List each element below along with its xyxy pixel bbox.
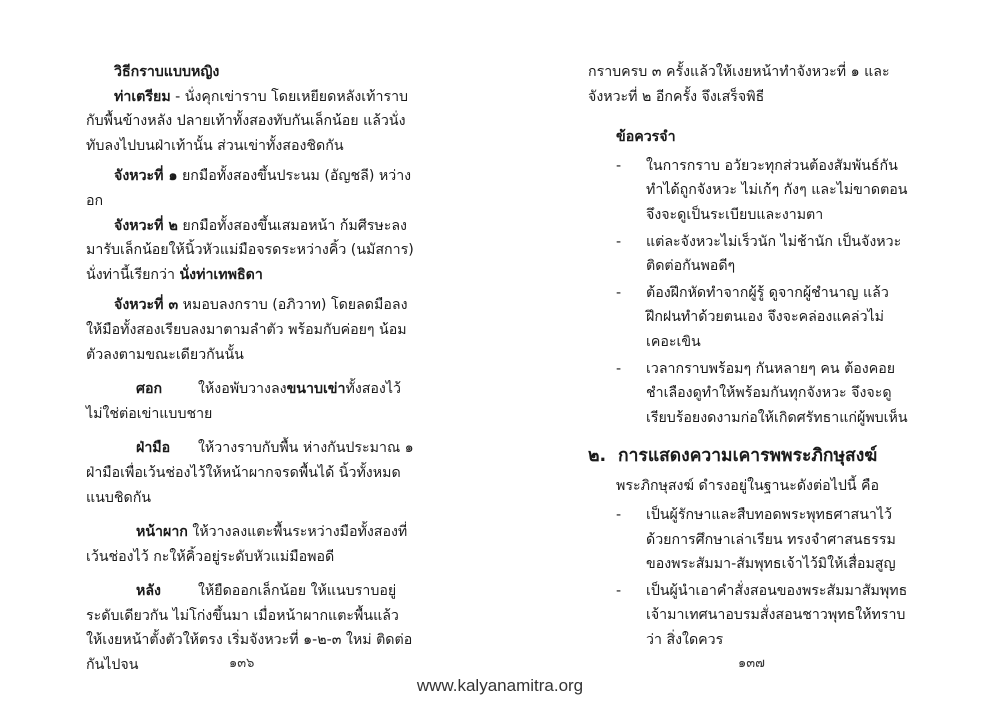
forehead-text: ให้วางลงแตะพื้นระหว่างมือทั้งสองที่เว้นช่องไว้ กะให้คิ้วอยู่ระดับหัวแม่มือพอดี bbox=[86, 524, 408, 565]
step3-paragraph bbox=[86, 293, 416, 367]
women-prostration-heading: วิธีกราบแบบหญิง bbox=[114, 64, 220, 80]
notes-heading: ข้อควรจำ bbox=[616, 129, 676, 146]
list-item: - เป็นผู้นำเอาคำสั่งสอนของพระสัมมาสัมพุทธเจ้ามาเทศนาอบรมสั่งสอนชาวพุทธให้ทราบว่า สิ่งใดควร bbox=[588, 579, 918, 653]
step2-bold: นั่งท่าเทพธิดา bbox=[179, 266, 263, 283]
elbow-text1: ให้งอพับวางลง bbox=[198, 381, 287, 398]
prep-label: ท่าเตรียม bbox=[114, 88, 171, 105]
step2-paragraph bbox=[86, 214, 416, 288]
palm-text: ให้วางราบกับพื้น ห่างกันประมาณ ๑ ฝ่ามือเพื่อเว้นช่องไว้ให้หน้าผากจรดพื้นได้ นิ้วทั้งหมดแนบชิดกัน bbox=[86, 440, 414, 506]
list-item: - ในการกราบ อวัยวะทุกส่วนต้องสัมพันธ์กัน ทำได้ถูกจังหวะ ไม่เก้ๆ กังๆ และไม่ขาดตอน จึงจะดูเป็นระเบียบและงามตา bbox=[588, 154, 918, 228]
left-page-number: ๑๓๖ bbox=[229, 656, 255, 671]
step1-text: ยกมือทั้งสองขึ้นประนม (อัญชลี) หว่างอก bbox=[86, 168, 412, 209]
step1-paragraph bbox=[86, 164, 416, 213]
elbow-paragraph bbox=[86, 377, 416, 426]
step2-text: ยกมือทั้งสองขึ้นเสมอหน้า ก้มศีรษะลงมารับเล็กน้อยให้นิ้วหัวแม่มือจรดระหว่างคิ้ว (นมัสการ) นั่งท่านี้เรียกว่า bbox=[86, 217, 414, 283]
list-item: - เป็นผู้รักษาและสืบทอดพระพุทธศาสนาไว้ ด้วยการศึกษาเล่าเรียน ทรงจำศาสนธรรมของพระสัมมา-สัมพุทธเจ้าไว้มิให้เสื่อมสูญ bbox=[588, 503, 918, 577]
continuation-paragraph: กราบครบ ๓ ครั้งแล้วให้เงยหน้าทำจังหวะที่ ๑ และจังหวะที่ ๒ อีกครั้ง จึงเสร็จพิธี bbox=[588, 64, 890, 105]
step1-label: จังหวะที่ ๑ bbox=[114, 168, 178, 185]
elbow-bold: ขนาบเข่า bbox=[286, 381, 346, 398]
list-item: - เวลากราบพร้อมๆ กันหลายๆ คน ต้องคอยชำเลืองดูทำให้พร้อมกันทุกจังหวะ จึงจะดูเรียบร้อยงดงามก่อให้เกิดศรัทธาแก่ผู้พบเห็น bbox=[588, 357, 918, 431]
section-number: ๒. bbox=[588, 446, 607, 467]
section-title-text: การแสดงความเคารพพระภิกษุสงฆ์ bbox=[618, 446, 878, 467]
list-item: - ต้องฝึกหัดทำจากผู้รู้ ดูจากผู้ชำนาญ แล้วฝึกฝนทำด้วยตนเอง จึงจะคล่องแคล่วไม่เคอะเขิน bbox=[588, 281, 918, 355]
dash-bullet: - bbox=[616, 582, 622, 599]
step3-label: จังหวะที่ ๓ bbox=[114, 297, 179, 314]
section-title bbox=[588, 442, 918, 470]
step3-text: หมอบลงกราบ (อภิวาท) โดยลดมือลง ให้มือทั้งสองเรียบลงมาตามลำตัว พร้อมกับค่อยๆ น้อมตัวลงตามขณะเดียวกันนั้น bbox=[86, 297, 408, 363]
right-page bbox=[588, 60, 918, 654]
elbow-label: ศอก bbox=[136, 381, 163, 398]
left-page bbox=[86, 60, 416, 678]
list-item: - แต่ละจังหวะไม่เร็วนัก ไม่ช้านัก เป็นจังหวะติดต่อกันพอดีๆ bbox=[588, 230, 918, 279]
dash-bullet: - bbox=[616, 506, 622, 523]
prep-paragraph bbox=[86, 85, 416, 159]
prep-text: - นั่งคุกเข่าราบ โดยเหยียดหลังเท้าราบกับพื้นข้างหลัง ปลายเท้าทั้งสองทับกันเล็กน้อย แล้วนั่งทับลงไปบนฝ่าเท้านั้น ส่วนเข่าทั้งสองชิดกัน bbox=[86, 88, 409, 154]
dash-bullet: - bbox=[616, 233, 622, 250]
section-intro: พระภิกษุสงฆ์ ดำรงอยู่ในฐานะดังต่อไปนี้ คือ bbox=[616, 478, 880, 495]
right-page-number: ๑๓๗ bbox=[738, 656, 765, 671]
step2-label: จังหวะที่ ๒ bbox=[114, 217, 178, 234]
dash-bullet: - bbox=[616, 157, 622, 174]
footer-url: www.kalyanamitra.org bbox=[416, 676, 584, 695]
dash-bullet: - bbox=[616, 284, 622, 301]
palm-label: ฝ่ามือ bbox=[136, 440, 171, 457]
notes-list bbox=[588, 154, 918, 431]
palm-paragraph bbox=[86, 436, 416, 510]
forehead-label: หน้าผาก bbox=[136, 524, 188, 541]
dash-bullet: - bbox=[616, 360, 622, 377]
section-list bbox=[588, 503, 918, 653]
forehead-paragraph bbox=[86, 520, 416, 569]
back-text: ให้ยืดออกเล็กน้อย ให้แนบราบอยู่ระดับเดียวกัน ไม่โก่งขึ้นมา เมื่อหน้าผากแตะพื้นแล้ว ให้เงยหน้าตั้งตัวให้ตรง เริ่มจังหวะที่ ๑-๒-๓ ใหม่ ติดต่อกันไปจน bbox=[86, 583, 413, 674]
elbow-text2: ทั้งสองไว้ ไม่ใช่ต่อเข่าแบบชาย bbox=[86, 381, 401, 422]
back-label: หลัง bbox=[136, 583, 161, 600]
